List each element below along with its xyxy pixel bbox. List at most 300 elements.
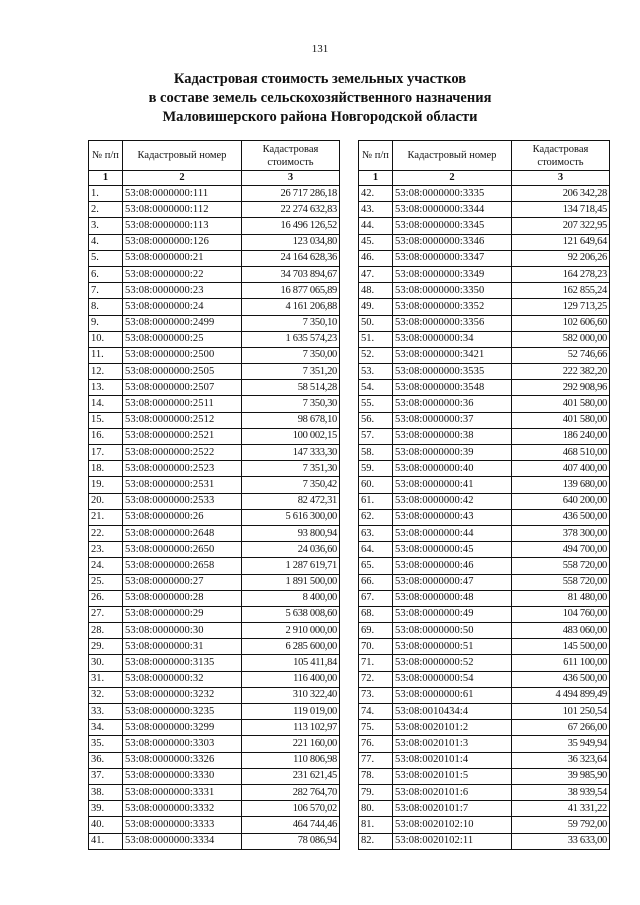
table-row — [359, 234, 610, 250]
cadastral-number: 53:08:0000000:3350 — [393, 283, 512, 299]
column-index: 1 — [359, 171, 393, 186]
cadastral-number: 53:08:0000000:3333 — [123, 817, 242, 833]
cadastral-value: 468 510,00 — [512, 445, 610, 461]
cadastral-value: 436 500,00 — [512, 509, 610, 525]
cadastral-value: 59 792,00 — [512, 817, 610, 833]
cadastral-value: 102 606,60 — [512, 315, 610, 331]
cadastral-number: 53:08:0000000:2505 — [123, 364, 242, 380]
cadastral-value: 582 000,00 — [512, 331, 610, 347]
cadastral-number: 53:08:0000000:37 — [393, 412, 512, 428]
cadastral-value: 100 002,15 — [242, 428, 340, 444]
cadastral-number: 53:08:0000000:38 — [393, 428, 512, 444]
row-number: 8. — [89, 299, 123, 315]
cadastral-number: 53:08:0000000:50 — [393, 623, 512, 639]
cadastral-number: 53:08:0000000:2531 — [123, 477, 242, 493]
cadastral-number: 53:08:0000000:2658 — [123, 558, 242, 574]
cadastral-number: 53:08:0000000:3331 — [123, 784, 242, 800]
row-number: 23. — [89, 542, 123, 558]
cadastral-number: 53:08:0020101:6 — [393, 784, 512, 800]
cadastral-number: 53:08:0000000:2533 — [123, 493, 242, 509]
row-number: 60. — [359, 477, 393, 493]
row-number: 32. — [89, 687, 123, 703]
cadastral-value: 310 322,40 — [242, 687, 340, 703]
cadastral-number: 53:08:0000000:32 — [123, 671, 242, 687]
table-row — [359, 396, 610, 412]
row-number: 13. — [89, 380, 123, 396]
cadastral-value: 35 949,94 — [512, 736, 610, 752]
cadastral-number: 53:08:0000000:48 — [393, 590, 512, 606]
cadastral-number: 53:08:0000000:45 — [393, 542, 512, 558]
cadastral-value: 121 649,64 — [512, 234, 610, 250]
cadastral-number: 53:08:0000000:113 — [123, 218, 242, 234]
cadastral-number: 53:08:0020101:2 — [393, 720, 512, 736]
cadastral-number: 53:08:0000000:3303 — [123, 736, 242, 752]
row-number: 38. — [89, 784, 123, 800]
row-number: 40. — [89, 817, 123, 833]
title-line-3: Маловишерского района Новгородской области — [162, 109, 478, 125]
cadastral-value: 123 034,80 — [242, 234, 340, 250]
cadastral-number: 53:08:0000000:36 — [393, 396, 512, 412]
cadastral-value: 82 472,31 — [242, 493, 340, 509]
row-number: 42. — [359, 186, 393, 202]
row-number: 21. — [89, 509, 123, 525]
row-number: 61. — [359, 493, 393, 509]
table-row — [359, 801, 610, 817]
table-row — [359, 250, 610, 266]
cadastral-number: 53:08:0000000:3346 — [393, 234, 512, 250]
cadastral-number: 53:08:0000000:3352 — [393, 299, 512, 315]
table-row — [359, 525, 610, 541]
cadastral-value: 134 718,45 — [512, 202, 610, 218]
cadastral-value: 436 500,00 — [512, 671, 610, 687]
row-number: 10. — [89, 331, 123, 347]
cadastral-value: 558 720,00 — [512, 558, 610, 574]
cadastral-value: 7 350,42 — [242, 477, 340, 493]
cadastral-value: 101 250,54 — [512, 704, 610, 720]
table-row — [359, 218, 610, 234]
cadastral-value: 292 908,96 — [512, 380, 610, 396]
table-row — [89, 445, 340, 461]
table-row — [89, 509, 340, 525]
table-row — [89, 364, 340, 380]
table-row — [89, 655, 340, 671]
cadastral-value: 93 800,94 — [242, 525, 340, 541]
row-number: 29. — [89, 639, 123, 655]
cadastral-number: 53:08:0000000:3334 — [123, 833, 242, 849]
cadastral-value: 7 350,30 — [242, 396, 340, 412]
cadastral-table-left — [88, 140, 340, 850]
cadastral-value: 98 678,10 — [242, 412, 340, 428]
table-row — [89, 752, 340, 768]
cadastral-value: 4 161 206,88 — [242, 299, 340, 315]
header-cadastral-number: Кадастровый номер — [123, 141, 242, 171]
cadastral-number: 53:08:0000000:3548 — [393, 380, 512, 396]
cadastral-number: 53:08:0000000:22 — [123, 266, 242, 282]
header-cadastral-number: Кадастровый номер — [393, 141, 512, 171]
cadastral-number: 53:08:0000000:31 — [123, 639, 242, 655]
cadastral-number: 53:08:0000000:49 — [393, 606, 512, 622]
cadastral-value: 186 240,00 — [512, 428, 610, 444]
cadastral-value: 162 855,24 — [512, 283, 610, 299]
cadastral-number: 53:08:0000000:2523 — [123, 461, 242, 477]
table-row — [89, 558, 340, 574]
table-row — [359, 461, 610, 477]
cadastral-value: 494 700,00 — [512, 542, 610, 558]
row-number: 44. — [359, 218, 393, 234]
cadastral-value: 22 274 632,83 — [242, 202, 340, 218]
cadastral-value: 2 910 000,00 — [242, 623, 340, 639]
table-row — [359, 347, 610, 363]
cadastral-value: 1 635 574,23 — [242, 331, 340, 347]
row-number: 80. — [359, 801, 393, 817]
cadastral-number: 53:08:0000000:2507 — [123, 380, 242, 396]
table-row — [89, 461, 340, 477]
table-row — [89, 525, 340, 541]
row-number: 48. — [359, 283, 393, 299]
cadastral-value: 8 400,00 — [242, 590, 340, 606]
cadastral-value: 39 985,90 — [512, 768, 610, 784]
cadastral-value: 92 206,26 — [512, 250, 610, 266]
table-row — [359, 574, 610, 590]
table-row — [89, 639, 340, 655]
row-number: 6. — [89, 266, 123, 282]
cadastral-number: 53:08:0000000:3330 — [123, 768, 242, 784]
row-number: 46. — [359, 250, 393, 266]
cadastral-value: 5 616 300,00 — [242, 509, 340, 525]
cadastral-value: 41 331,22 — [512, 801, 610, 817]
cadastral-number: 53:08:0000000:39 — [393, 445, 512, 461]
row-number: 82. — [359, 833, 393, 849]
row-number: 55. — [359, 396, 393, 412]
table-row — [359, 704, 610, 720]
table-row — [89, 671, 340, 687]
column-index: 1 — [89, 171, 123, 186]
cadastral-number: 53:08:0000000:44 — [393, 525, 512, 541]
cadastral-number: 53:08:0000000:27 — [123, 574, 242, 590]
cadastral-table-right — [358, 140, 610, 850]
cadastral-number: 53:08:0000000:3345 — [393, 218, 512, 234]
cadastral-number: 53:08:0010434:4 — [393, 704, 512, 720]
cadastral-value: 139 680,00 — [512, 477, 610, 493]
cadastral-number: 53:08:0000000:3135 — [123, 655, 242, 671]
table-row — [359, 687, 610, 703]
cadastral-value: 26 717 286,18 — [242, 186, 340, 202]
cadastral-number: 53:08:0000000:61 — [393, 687, 512, 703]
table-row — [359, 558, 610, 574]
row-number: 3. — [89, 218, 123, 234]
cadastral-number: 53:08:0020101:4 — [393, 752, 512, 768]
row-number: 26. — [89, 590, 123, 606]
table-row — [359, 590, 610, 606]
table-row — [359, 736, 610, 752]
cadastral-value: 221 160,00 — [242, 736, 340, 752]
table-row — [89, 590, 340, 606]
row-number: 35. — [89, 736, 123, 752]
cadastral-number: 53:08:0000000:111 — [123, 186, 242, 202]
cadastral-number: 53:08:0000000:3232 — [123, 687, 242, 703]
title-line-1: Кадастровая стоимость земельных участков — [173, 71, 467, 87]
row-number: 31. — [89, 671, 123, 687]
row-number: 14. — [89, 396, 123, 412]
table-row — [89, 396, 340, 412]
row-number: 56. — [359, 412, 393, 428]
row-number: 5. — [89, 250, 123, 266]
row-number: 81. — [359, 817, 393, 833]
cadastral-value: 104 760,00 — [512, 606, 610, 622]
cadastral-value: 207 322,95 — [512, 218, 610, 234]
row-number: 58. — [359, 445, 393, 461]
row-number: 28. — [89, 623, 123, 639]
table-row — [359, 606, 610, 622]
table-row — [359, 477, 610, 493]
cadastral-value: 483 060,00 — [512, 623, 610, 639]
table-row — [359, 364, 610, 380]
cadastral-number: 53:08:0000000:54 — [393, 671, 512, 687]
cadastral-number: 53:08:0000000:3421 — [393, 347, 512, 363]
table-row — [359, 315, 610, 331]
table-row — [89, 606, 340, 622]
table-header-row — [359, 141, 610, 171]
cadastral-number: 53:08:0000000:3344 — [393, 202, 512, 218]
table-row — [359, 202, 610, 218]
table-row — [359, 412, 610, 428]
table-row — [359, 671, 610, 687]
header-cadastral-value: Кадастровая стоимость — [242, 141, 340, 171]
table-row — [359, 623, 610, 639]
table-row — [359, 331, 610, 347]
table-row — [89, 768, 340, 784]
row-number: 74. — [359, 704, 393, 720]
row-number: 64. — [359, 542, 393, 558]
row-number: 69. — [359, 623, 393, 639]
table-row — [89, 542, 340, 558]
row-number: 45. — [359, 234, 393, 250]
table-row — [359, 428, 610, 444]
table-row — [89, 250, 340, 266]
row-number: 43. — [359, 202, 393, 218]
cadastral-value: 147 333,30 — [242, 445, 340, 461]
cadastral-value: 164 278,23 — [512, 266, 610, 282]
cadastral-value: 34 703 894,67 — [242, 266, 340, 282]
row-number: 2. — [89, 202, 123, 218]
row-number: 7. — [89, 283, 123, 299]
cadastral-value: 110 806,98 — [242, 752, 340, 768]
cadastral-number: 53:08:0000000:40 — [393, 461, 512, 477]
header-number: № п/п — [89, 141, 123, 171]
table-row — [359, 299, 610, 315]
row-number: 36. — [89, 752, 123, 768]
table-row — [89, 202, 340, 218]
page-number: 131 — [311, 43, 329, 55]
table-body-right — [359, 186, 610, 850]
row-number: 54. — [359, 380, 393, 396]
cadastral-value: 1 287 619,71 — [242, 558, 340, 574]
cadastral-value: 145 500,00 — [512, 639, 610, 655]
table-row — [89, 784, 340, 800]
table-row — [359, 752, 610, 768]
header-number: № п/п — [359, 141, 393, 171]
cadastral-value: 231 621,45 — [242, 768, 340, 784]
row-number: 47. — [359, 266, 393, 282]
cadastral-value: 7 350,00 — [242, 347, 340, 363]
row-number: 9. — [89, 315, 123, 331]
cadastral-number: 53:08:0000000:3332 — [123, 801, 242, 817]
cadastral-value: 67 266,00 — [512, 720, 610, 736]
table-body-left — [89, 186, 340, 850]
cadastral-value: 4 494 899,49 — [512, 687, 610, 703]
cadastral-number: 53:08:0000000:23 — [123, 283, 242, 299]
cadastral-value: 206 342,28 — [512, 186, 610, 202]
cadastral-number: 53:08:0000000:51 — [393, 639, 512, 655]
row-number: 70. — [359, 639, 393, 655]
row-number: 73. — [359, 687, 393, 703]
row-number: 65. — [359, 558, 393, 574]
table-row — [89, 623, 340, 639]
table-row — [89, 493, 340, 509]
row-number: 72. — [359, 671, 393, 687]
cadastral-value: 5 638 008,60 — [242, 606, 340, 622]
row-number: 77. — [359, 752, 393, 768]
cadastral-value: 24 164 628,36 — [242, 250, 340, 266]
cadastral-number: 53:08:0000000:3326 — [123, 752, 242, 768]
table-row — [359, 283, 610, 299]
table-row — [89, 299, 340, 315]
cadastral-value: 611 100,00 — [512, 655, 610, 671]
row-number: 20. — [89, 493, 123, 509]
column-index-row — [89, 171, 340, 186]
table-row — [89, 736, 340, 752]
cadastral-number: 53:08:0000000:26 — [123, 509, 242, 525]
row-number: 18. — [89, 461, 123, 477]
column-index: 2 — [393, 171, 512, 186]
cadastral-value: 58 514,28 — [242, 380, 340, 396]
column-index-row — [359, 171, 610, 186]
row-number: 76. — [359, 736, 393, 752]
cadastral-number: 53:08:0000000:41 — [393, 477, 512, 493]
cadastral-value: 81 480,00 — [512, 590, 610, 606]
cadastral-number: 53:08:0020102:11 — [393, 833, 512, 849]
table-row — [89, 687, 340, 703]
cadastral-value: 16 877 065,89 — [242, 283, 340, 299]
row-number: 79. — [359, 784, 393, 800]
row-number: 57. — [359, 428, 393, 444]
cadastral-value: 558 720,00 — [512, 574, 610, 590]
cadastral-value: 33 633,00 — [512, 833, 610, 849]
row-number: 19. — [89, 477, 123, 493]
table-row — [89, 331, 340, 347]
table-row — [89, 234, 340, 250]
row-number: 62. — [359, 509, 393, 525]
table-row — [359, 445, 610, 461]
table-row — [89, 801, 340, 817]
cadastral-number: 53:08:0000000:2512 — [123, 412, 242, 428]
cadastral-value: 16 496 126,52 — [242, 218, 340, 234]
cadastral-value: 129 713,25 — [512, 299, 610, 315]
cadastral-number: 53:08:0000000:43 — [393, 509, 512, 525]
table-header-row — [89, 141, 340, 171]
table-row — [359, 493, 610, 509]
cadastral-value: 222 382,20 — [512, 364, 610, 380]
header-cadastral-value: Кадастровая стоимость — [512, 141, 610, 171]
table-row — [89, 574, 340, 590]
cadastral-number: 53:08:0000000:25 — [123, 331, 242, 347]
table-row — [89, 477, 340, 493]
cadastral-value: 407 400,00 — [512, 461, 610, 477]
row-number: 71. — [359, 655, 393, 671]
cadastral-number: 53:08:0000000:2650 — [123, 542, 242, 558]
table-row — [89, 266, 340, 282]
row-number: 68. — [359, 606, 393, 622]
row-number: 37. — [89, 768, 123, 784]
table-row — [89, 380, 340, 396]
row-number: 59. — [359, 461, 393, 477]
row-number: 75. — [359, 720, 393, 736]
row-number: 51. — [359, 331, 393, 347]
row-number: 50. — [359, 315, 393, 331]
table-row — [359, 542, 610, 558]
row-number: 27. — [89, 606, 123, 622]
cadastral-value: 78 086,94 — [242, 833, 340, 849]
cadastral-number: 53:08:0000000:2499 — [123, 315, 242, 331]
cadastral-number: 53:08:0000000:29 — [123, 606, 242, 622]
cadastral-number: 53:08:0000000:30 — [123, 623, 242, 639]
row-number: 16. — [89, 428, 123, 444]
row-number: 24. — [89, 558, 123, 574]
cadastral-number: 53:08:0000000:52 — [393, 655, 512, 671]
cadastral-value: 116 400,00 — [242, 671, 340, 687]
cadastral-value: 1 891 500,00 — [242, 574, 340, 590]
table-row — [359, 655, 610, 671]
cadastral-value: 119 019,00 — [242, 704, 340, 720]
row-number: 78. — [359, 768, 393, 784]
table-row — [359, 639, 610, 655]
row-number: 4. — [89, 234, 123, 250]
table-row — [89, 315, 340, 331]
document-title — [0, 70, 640, 127]
table-row — [89, 412, 340, 428]
cadastral-number: 53:08:0000000:34 — [393, 331, 512, 347]
cadastral-value: 52 746,66 — [512, 347, 610, 363]
column-index: 2 — [123, 171, 242, 186]
table-row — [359, 768, 610, 784]
title-line-2: в составе земель сельскохозяйственного назначения — [148, 90, 492, 106]
cadastral-number: 53:08:0000000:3535 — [393, 364, 512, 380]
cadastral-number: 53:08:0000000:112 — [123, 202, 242, 218]
row-number: 66. — [359, 574, 393, 590]
row-number: 49. — [359, 299, 393, 315]
cadastral-number: 53:08:0020101:7 — [393, 801, 512, 817]
table-row — [359, 817, 610, 833]
cadastral-number: 53:08:0000000:2522 — [123, 445, 242, 461]
cadastral-number: 53:08:0000000:3356 — [393, 315, 512, 331]
row-number: 67. — [359, 590, 393, 606]
cadastral-value: 401 580,00 — [512, 412, 610, 428]
table-row — [359, 266, 610, 282]
row-number: 11. — [89, 347, 123, 363]
column-index: 3 — [242, 171, 340, 186]
cadastral-value: 7 350,10 — [242, 315, 340, 331]
cadastral-number: 53:08:0000000:21 — [123, 250, 242, 266]
row-number: 41. — [89, 833, 123, 849]
cadastral-value: 113 102,97 — [242, 720, 340, 736]
cadastral-value: 282 764,70 — [242, 784, 340, 800]
row-number: 39. — [89, 801, 123, 817]
cadastral-number: 53:08:0000000:46 — [393, 558, 512, 574]
cadastral-value: 7 351,20 — [242, 364, 340, 380]
table-row — [89, 833, 340, 849]
row-number: 22. — [89, 525, 123, 541]
cadastral-value: 106 570,02 — [242, 801, 340, 817]
